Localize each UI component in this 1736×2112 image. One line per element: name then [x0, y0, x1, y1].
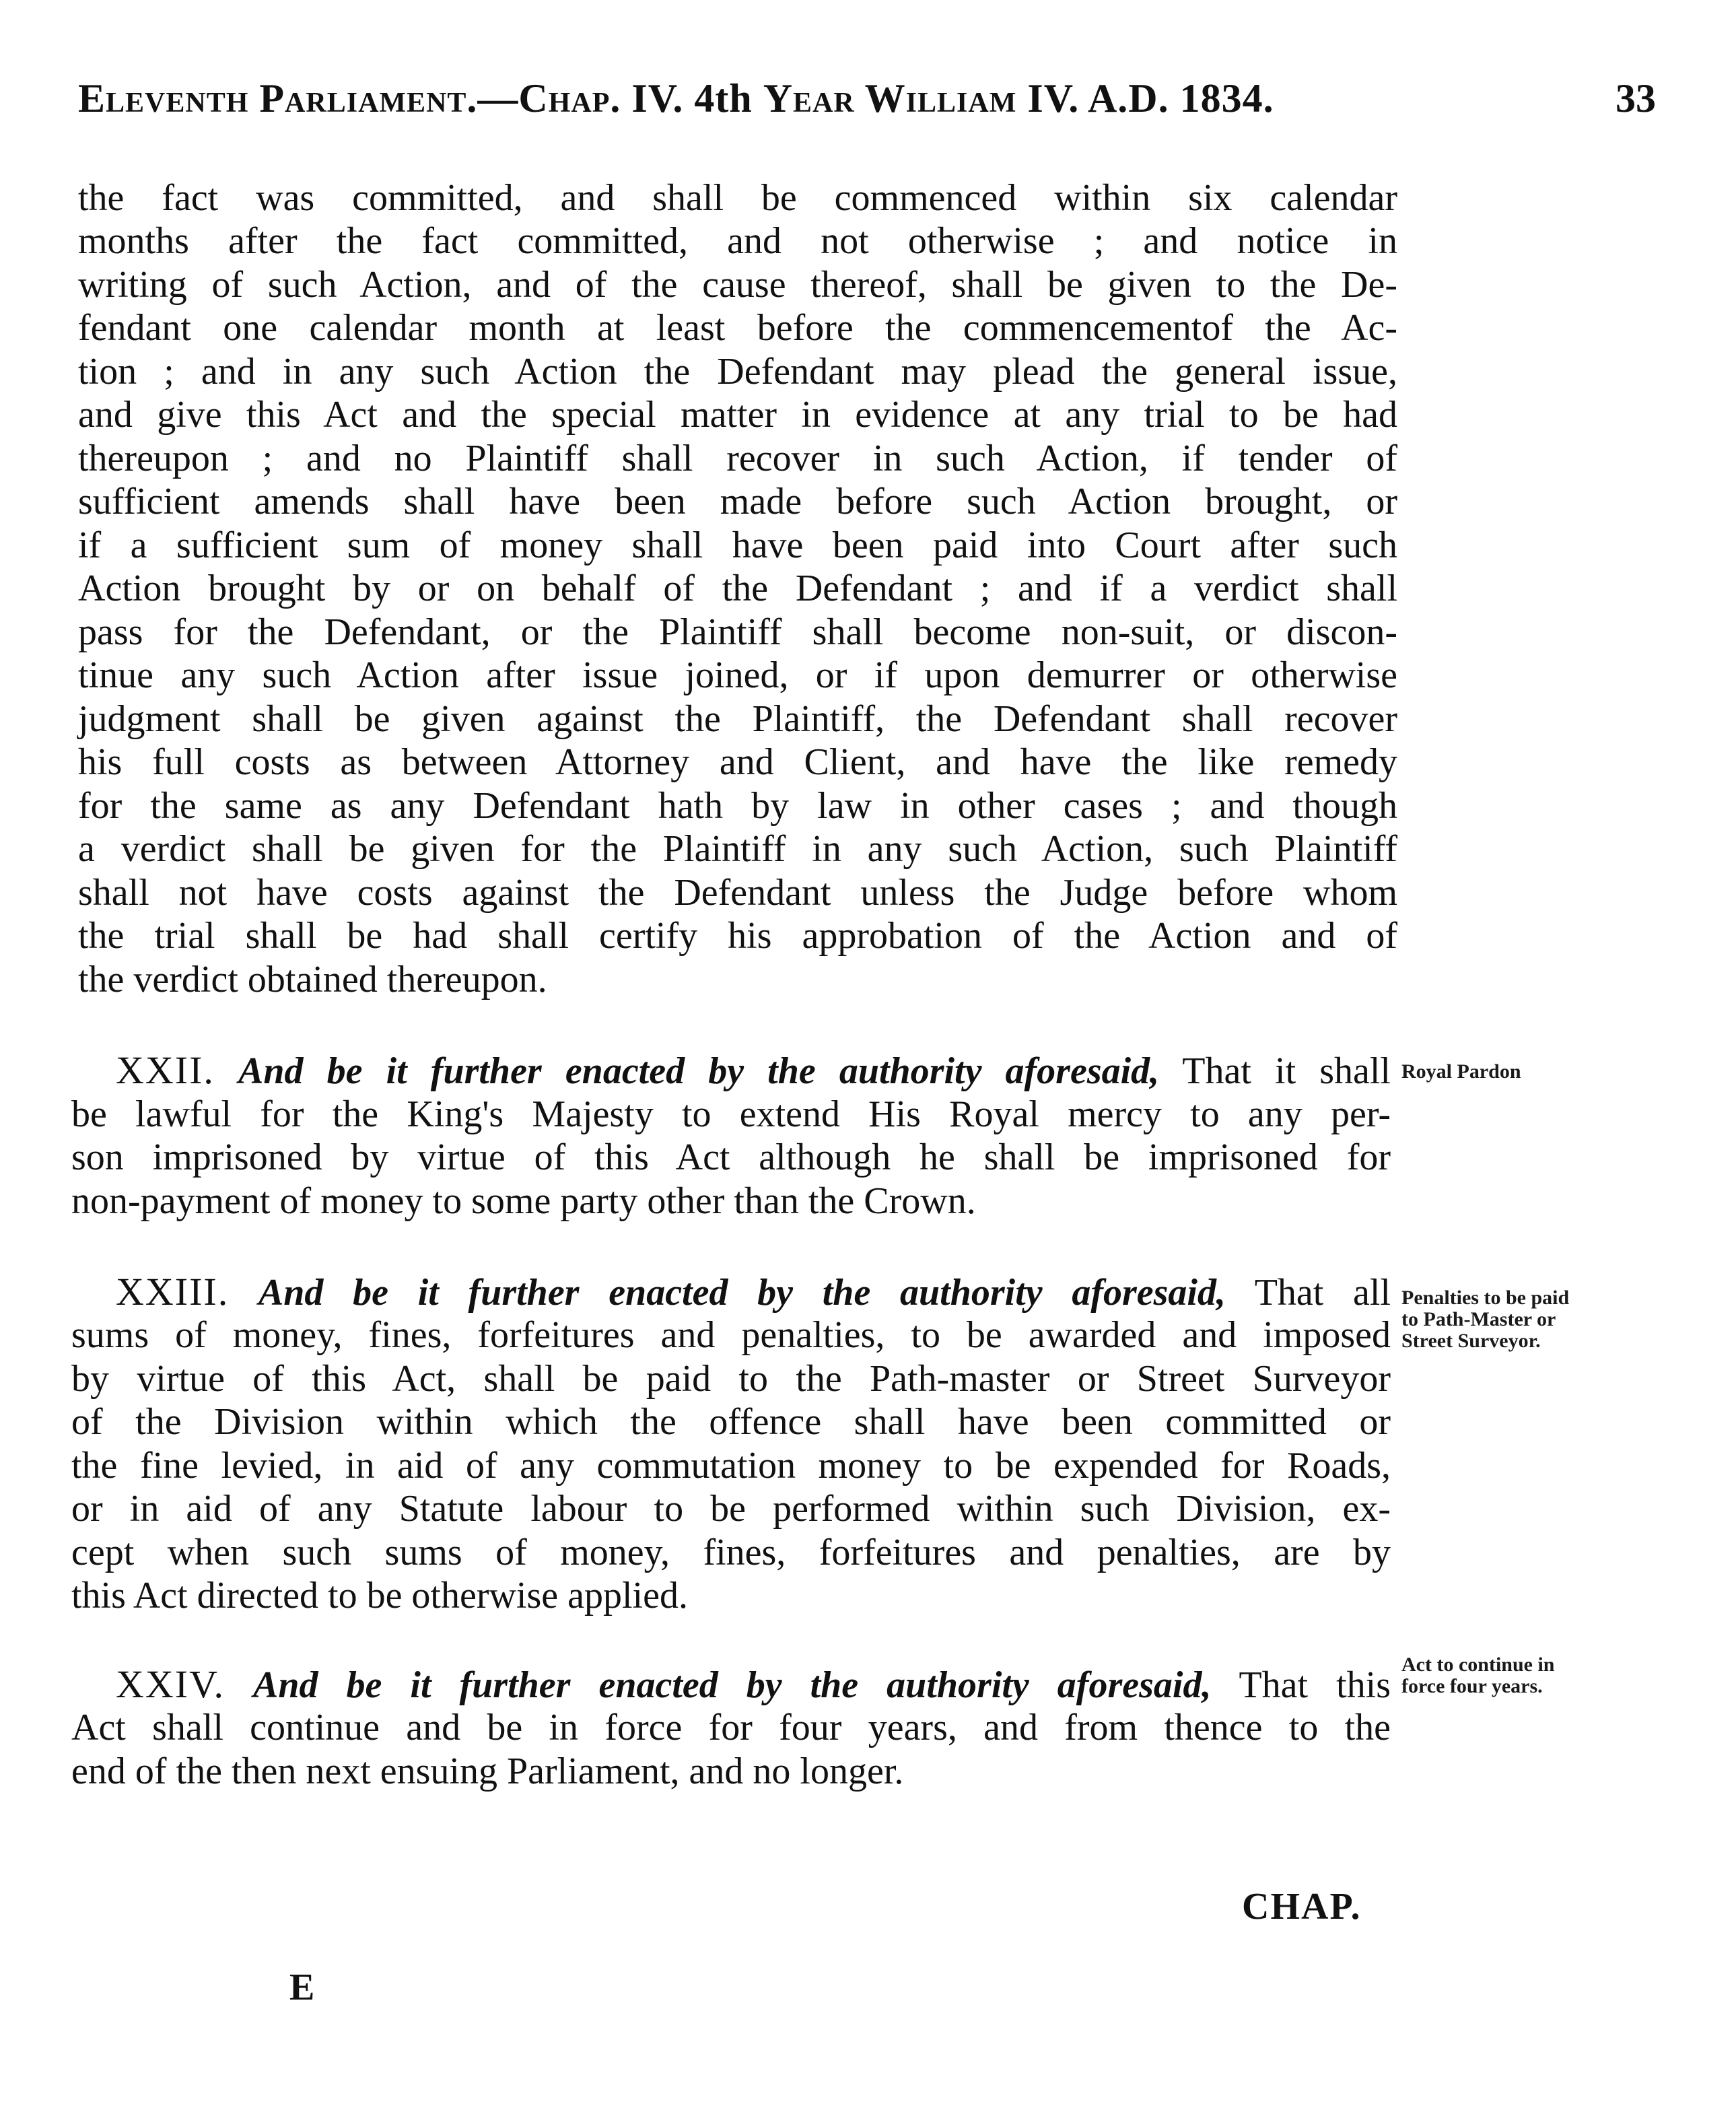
text-line: the fact was committed, and shall be commenced within six calendar: [78, 177, 1397, 219]
text-line: shall not have costs against the Defendant unless the Judge before whom: [78, 872, 1397, 914]
text-line: tinue any such Action after issue joined, or if upon demurrer or otherwise: [78, 654, 1397, 696]
section-number: XXIII.: [116, 1270, 230, 1314]
marginal-note: Royal Pardon: [1401, 1060, 1521, 1083]
text-line: Action brought by or on behalf of the Defendant ; and if a verdict shall: [78, 568, 1397, 609]
text-line: Act shall continue and be in force for four years, and from thence to the: [71, 1707, 1391, 1748]
text-line: cept when such sums of money, fines, forfeitures and penalties, are by: [71, 1532, 1391, 1573]
section-lead-text: That this: [1239, 1664, 1391, 1706]
text-line: the verdict obtained thereupon.: [78, 959, 547, 1000]
text-line: judgment shall be given against the Plaintiff, the Defendant shall recover: [78, 698, 1397, 740]
marginal-note: Penalties to be paid: [1401, 1287, 1570, 1309]
text-line: son imprisoned by virtue of this Act although he shall be imprisoned for: [71, 1136, 1391, 1178]
running-head: [78, 75, 1620, 122]
enacting-clause: And be it further enacted by the authority aforesaid,: [253, 1664, 1212, 1706]
text-line: and give this Act and the special matter in evidence at any trial to be had: [78, 394, 1397, 436]
running-head-date: IV. A.D. 1834.: [1016, 76, 1274, 121]
section-first-line: [116, 1663, 1391, 1707]
text-line: for the same as any Defendant hath by law in other cases ; and though: [78, 785, 1397, 827]
text-line: the fine levied, in aid of any commutation money to be expended for Roads,: [71, 1445, 1391, 1487]
page-number: 33: [1616, 76, 1656, 121]
marginal-note: force four years.: [1401, 1675, 1543, 1697]
text-line: by virtue of this Act, shall be paid to the Path-master or Street Surveyor: [71, 1358, 1391, 1400]
section-lead-text: That all: [1254, 1272, 1391, 1314]
marginal-note: to Path-Master or: [1401, 1308, 1556, 1330]
text-line: this Act directed to be otherwise applied.: [71, 1575, 688, 1616]
catchword: CHAP.: [1242, 1886, 1362, 1928]
text-line: writing of such Action, and of the cause thereof, shall be given to the De-: [78, 264, 1397, 306]
enacting-clause: And be it further enacted by the authority aforesaid,: [238, 1050, 1160, 1092]
text-line: of the Division within which the offence shall have been committed or: [71, 1401, 1391, 1443]
section-number: XXIV.: [116, 1662, 225, 1706]
text-line: tion ; and in any such Action the Defendant may plead the general issue,: [78, 351, 1397, 393]
marginal-note: Act to continue in: [1401, 1654, 1555, 1676]
text-line: his full costs as between Attorney and Client, and have the like remedy: [78, 741, 1397, 783]
marginal-note: Street Surveyor.: [1401, 1330, 1541, 1352]
running-head-chap: —Chap.: [477, 76, 621, 121]
text-line: fendant one calendar month at least before the commencementof the Ac-: [78, 307, 1397, 349]
running-head-chap-number: IV. 4th: [621, 76, 763, 121]
running-head-parliament: Eleventh Parliament.: [78, 76, 478, 121]
text-line: or in aid of any Statute labour to be performed within such Division, ex-: [71, 1488, 1391, 1530]
text-line: pass for the Defendant, or the Plaintiff shall become non-suit, or discon-: [78, 611, 1397, 653]
text-line: end of the then next ensuing Parliament, and no longer.: [71, 1750, 904, 1792]
enacting-clause: And be it further enacted by the authority aforesaid,: [258, 1272, 1226, 1314]
running-head-reign: Year William: [763, 76, 1017, 121]
section-first-line: [116, 1270, 1391, 1314]
text-line: non-payment of money to some party other than the Crown.: [71, 1180, 976, 1222]
text-line: sums of money, fines, forfeitures and penalties, to be awarded and imposed: [71, 1314, 1391, 1356]
section-lead-text: That it shall: [1182, 1050, 1391, 1092]
text-line: thereupon ; and no Plaintiff shall recover in such Action, if tender of: [78, 438, 1397, 479]
text-line: if a sufficient sum of money shall have been paid into Court after such: [78, 524, 1397, 566]
text-line: months after the fact committed, and not otherwise ; and notice in: [78, 220, 1397, 262]
text-line: the trial shall be had shall certify his approbation of the Action and of: [78, 915, 1397, 957]
text-line: be lawful for the King's Majesty to extend His Royal mercy to any per-: [71, 1093, 1391, 1135]
text-line: a verdict shall be given for the Plaintiff in any such Action, such Plaintiff: [78, 828, 1397, 870]
text-line: sufficient amends shall have been made before such Action brought, or: [78, 481, 1397, 522]
section-first-line: [116, 1049, 1391, 1093]
section-number: XXII.: [116, 1048, 215, 1092]
signature-mark: E: [289, 1967, 315, 2008]
